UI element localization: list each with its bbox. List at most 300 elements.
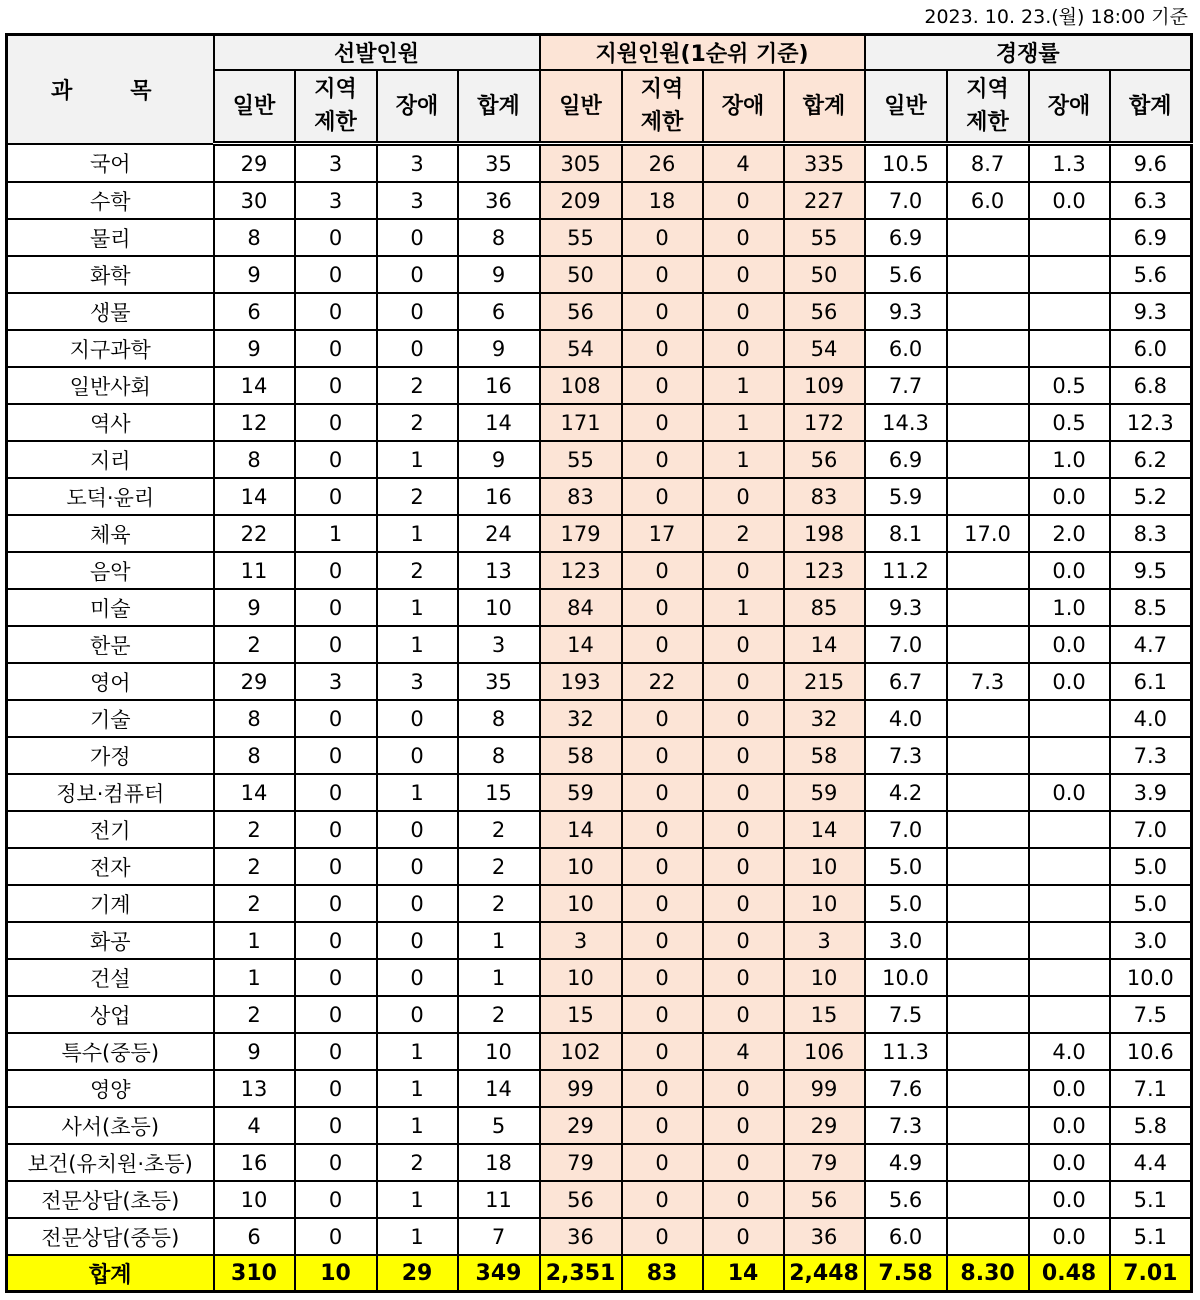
app-regional-cell: 0	[622, 219, 703, 256]
sel-disabled-cell: 0	[377, 256, 458, 293]
ratio-general-cell: 3.0	[865, 922, 947, 959]
app-disabled-cell: 0	[703, 774, 784, 811]
subject-cell: 기계	[7, 885, 214, 922]
app-regional-cell: 0	[622, 404, 703, 441]
app-total-cell: 85	[784, 589, 865, 626]
applicants-group-header: 지원인원(1순위 기준)	[540, 35, 865, 71]
app-regional-cell: 0	[622, 441, 703, 478]
app-disabled-cell: 0	[703, 922, 784, 959]
sel-total-cell: 8	[458, 219, 540, 256]
ratio-total-cell: 5.1	[1110, 1218, 1192, 1255]
ratio-total-cell: 6.1	[1110, 663, 1192, 700]
sel-general-cell: 2	[214, 996, 295, 1033]
table-row	[7, 1144, 1192, 1181]
app-total-cell: 215	[784, 663, 865, 700]
sel-regional-cell: 0	[295, 1218, 377, 1255]
ratio-disabled-cell	[1029, 700, 1110, 737]
sel-total-cell: 9	[458, 441, 540, 478]
sel-disabled-cell: 2	[377, 367, 458, 404]
ratio-regional-cell	[947, 441, 1029, 478]
table-row	[7, 515, 1192, 552]
subject-cell: 기술	[7, 700, 214, 737]
app-disabled-cell: 1	[703, 367, 784, 404]
ratio-disabled-cell: 4.0	[1029, 1033, 1110, 1070]
ratio-general-cell: 11.3	[865, 1033, 947, 1070]
ratio-regional-cell	[947, 589, 1029, 626]
app-general-cell: 179	[540, 515, 622, 552]
ratio-regional-cell	[947, 256, 1029, 293]
subject-cell: 도덕·윤리	[7, 478, 214, 515]
app-disabled-cell: 0	[703, 737, 784, 774]
total-app-disabled: 14	[703, 1255, 784, 1292]
app-general-cell: 54	[540, 330, 622, 367]
sel-total-cell: 3	[458, 626, 540, 663]
ratio-general-header: 일반	[865, 70, 947, 144]
ratio-regional-cell	[947, 552, 1029, 589]
ratio-general-cell: 7.7	[865, 367, 947, 404]
app-disabled-header: 장애	[703, 70, 784, 144]
sel-disabled-cell: 1	[377, 1218, 458, 1255]
sel-general-cell: 13	[214, 1070, 295, 1107]
app-general-cell: 14	[540, 811, 622, 848]
ratio-total-cell: 5.0	[1110, 885, 1192, 922]
ratio-general-cell: 7.0	[865, 811, 947, 848]
app-total-cell: 109	[784, 367, 865, 404]
app-general-cell: 15	[540, 996, 622, 1033]
app-general-cell: 55	[540, 219, 622, 256]
subject-cell: 영어	[7, 663, 214, 700]
sel-regional-cell: 0	[295, 626, 377, 663]
sel-regional-cell: 0	[295, 774, 377, 811]
app-general-cell: 10	[540, 885, 622, 922]
app-regional-cell: 0	[622, 700, 703, 737]
ratio-regional-cell	[947, 848, 1029, 885]
ratio-total-cell: 7.1	[1110, 1070, 1192, 1107]
app-regional-cell: 0	[622, 1144, 703, 1181]
app-total-cell: 56	[784, 293, 865, 330]
app-total-cell: 10	[784, 885, 865, 922]
ratio-general-cell: 5.6	[865, 256, 947, 293]
total-app-regional: 83	[622, 1255, 703, 1292]
sel-total-cell: 10	[458, 1033, 540, 1070]
app-disabled-cell: 0	[703, 219, 784, 256]
app-disabled-cell: 1	[703, 404, 784, 441]
app-regional-cell: 0	[622, 1181, 703, 1218]
app-regional-cell: 0	[622, 774, 703, 811]
subject-header: 과 목	[7, 35, 214, 144]
app-total-cell: 198	[784, 515, 865, 552]
app-regional-cell: 0	[622, 552, 703, 589]
subject-cell: 상업	[7, 996, 214, 1033]
sel-general-cell: 29	[214, 144, 295, 183]
subject-cell: 한문	[7, 626, 214, 663]
app-disabled-cell: 1	[703, 441, 784, 478]
sel-total-cell: 7	[458, 1218, 540, 1255]
table-row	[7, 1033, 1192, 1070]
sel-regional-cell: 0	[295, 589, 377, 626]
ratio-total-cell: 10.6	[1110, 1033, 1192, 1070]
sel-regional-cell: 1	[295, 515, 377, 552]
ratio-regional-cell	[947, 922, 1029, 959]
ratio-disabled-cell: 0.0	[1029, 182, 1110, 219]
ratio-disabled-cell	[1029, 959, 1110, 996]
subject-cell: 지리	[7, 441, 214, 478]
ratio-disabled-cell	[1029, 811, 1110, 848]
subject-cell: 일반사회	[7, 367, 214, 404]
app-regional-cell: 0	[622, 293, 703, 330]
sel-general-cell: 2	[214, 848, 295, 885]
sel-total-cell: 35	[458, 663, 540, 700]
ratio-disabled-cell: 1.3	[1029, 144, 1110, 183]
ratio-total-cell: 3.9	[1110, 774, 1192, 811]
sel-general-cell: 1	[214, 959, 295, 996]
sel-regional-cell: 0	[295, 811, 377, 848]
ratio-regional-cell	[947, 1107, 1029, 1144]
ratio-group-header: 경쟁률	[865, 35, 1192, 71]
app-regional-cell: 0	[622, 1218, 703, 1255]
app-regional-cell: 0	[622, 737, 703, 774]
table-row	[7, 774, 1192, 811]
app-total-cell: 14	[784, 626, 865, 663]
app-disabled-cell: 0	[703, 848, 784, 885]
app-general-cell: 193	[540, 663, 622, 700]
ratio-total-cell: 6.9	[1110, 219, 1192, 256]
ratio-general-cell: 10.0	[865, 959, 947, 996]
subject-cell: 역사	[7, 404, 214, 441]
ratio-total-cell: 6.2	[1110, 441, 1192, 478]
app-disabled-cell: 0	[703, 626, 784, 663]
app-disabled-cell: 0	[703, 1070, 784, 1107]
ratio-total-header: 합계	[1110, 70, 1192, 144]
app-regional-cell: 0	[622, 885, 703, 922]
total-ratio-regional: 8.30	[947, 1255, 1029, 1292]
app-general-cell: 171	[540, 404, 622, 441]
sel-general-cell: 30	[214, 182, 295, 219]
ratio-total-cell: 9.6	[1110, 144, 1192, 183]
table-row	[7, 663, 1192, 700]
sel-total-cell: 1	[458, 959, 540, 996]
app-disabled-cell: 0	[703, 959, 784, 996]
app-total-cell: 56	[784, 441, 865, 478]
ratio-disabled-cell: 0.0	[1029, 1144, 1110, 1181]
sel-regional-cell: 0	[295, 1144, 377, 1181]
ratio-regional-cell	[947, 404, 1029, 441]
table-row	[7, 1070, 1192, 1107]
ratio-disabled-cell	[1029, 219, 1110, 256]
total-label: 합계	[7, 1255, 214, 1292]
sel-general-cell: 6	[214, 1218, 295, 1255]
ratio-general-cell: 5.9	[865, 478, 947, 515]
sel-total-cell: 8	[458, 700, 540, 737]
sel-disabled-cell: 0	[377, 293, 458, 330]
sel-disabled-cell: 0	[377, 330, 458, 367]
ratio-disabled-cell: 0.0	[1029, 626, 1110, 663]
app-total-cell: 99	[784, 1070, 865, 1107]
app-total-cell: 172	[784, 404, 865, 441]
app-general-cell: 83	[540, 478, 622, 515]
ratio-total-cell: 10.0	[1110, 959, 1192, 996]
table-row	[7, 737, 1192, 774]
sel-general-cell: 14	[214, 478, 295, 515]
app-general-header: 일반	[540, 70, 622, 144]
sel-total-cell: 2	[458, 848, 540, 885]
ratio-total-cell: 5.0	[1110, 848, 1192, 885]
sel-regional-cell: 0	[295, 996, 377, 1033]
app-total-cell: 15	[784, 996, 865, 1033]
sel-general-cell: 9	[214, 330, 295, 367]
ratio-regional-cell	[947, 367, 1029, 404]
ratio-general-cell: 5.0	[865, 848, 947, 885]
app-disabled-cell: 1	[703, 589, 784, 626]
app-regional-cell: 0	[622, 1070, 703, 1107]
ratio-regional-cell	[947, 330, 1029, 367]
total-sel-total: 349	[458, 1255, 540, 1292]
ratio-disabled-cell	[1029, 293, 1110, 330]
sel-total-cell: 18	[458, 1144, 540, 1181]
sel-regional-cell: 0	[295, 552, 377, 589]
total-ratio-total: 7.01	[1110, 1255, 1192, 1292]
sel-regional-header: 지역 제한	[295, 70, 377, 144]
ratio-general-cell: 10.5	[865, 144, 947, 183]
sel-general-cell: 2	[214, 626, 295, 663]
ratio-total-cell: 8.5	[1110, 589, 1192, 626]
ratio-total-cell: 5.1	[1110, 1181, 1192, 1218]
ratio-disabled-cell: 0.0	[1029, 1181, 1110, 1218]
ratio-regional-cell	[947, 293, 1029, 330]
app-general-cell: 305	[540, 144, 622, 183]
sel-disabled-cell: 1	[377, 1033, 458, 1070]
ratio-total-cell: 6.0	[1110, 330, 1192, 367]
ratio-disabled-cell: 0.0	[1029, 478, 1110, 515]
sel-total-cell: 24	[458, 515, 540, 552]
app-general-cell: 209	[540, 182, 622, 219]
ratio-regional-cell	[947, 737, 1029, 774]
app-total-cell: 10	[784, 959, 865, 996]
reference-timestamp: 2023. 10. 23.(월) 18:00 기준	[924, 6, 1188, 28]
total-ratio-disabled: 0.48	[1029, 1255, 1110, 1292]
sel-total-cell: 11	[458, 1181, 540, 1218]
ratio-general-cell: 6.0	[865, 330, 947, 367]
sel-regional-cell: 0	[295, 219, 377, 256]
sel-general-cell: 2	[214, 885, 295, 922]
ratio-total-cell: 5.2	[1110, 478, 1192, 515]
app-regional-cell: 0	[622, 811, 703, 848]
sel-disabled-cell: 1	[377, 589, 458, 626]
ratio-disabled-cell: 0.5	[1029, 367, 1110, 404]
sel-general-cell: 1	[214, 922, 295, 959]
sel-total-cell: 8	[458, 737, 540, 774]
ratio-regional-cell	[947, 1070, 1029, 1107]
ratio-disabled-cell: 0.0	[1029, 1218, 1110, 1255]
sel-general-cell: 14	[214, 774, 295, 811]
ratio-general-cell: 7.3	[865, 1107, 947, 1144]
table-row	[7, 1218, 1192, 1255]
app-general-cell: 56	[540, 1181, 622, 1218]
sel-disabled-cell: 1	[377, 1070, 458, 1107]
ratio-general-cell: 4.2	[865, 774, 947, 811]
sel-general-cell: 8	[214, 219, 295, 256]
app-total-cell: 227	[784, 182, 865, 219]
app-regional-cell: 0	[622, 626, 703, 663]
ratio-disabled-cell	[1029, 848, 1110, 885]
subject-cell: 국어	[7, 144, 214, 183]
subject-cell: 미술	[7, 589, 214, 626]
ratio-regional-cell: 6.0	[947, 182, 1029, 219]
table-row	[7, 996, 1192, 1033]
sel-general-cell: 8	[214, 737, 295, 774]
sel-disabled-cell: 3	[377, 182, 458, 219]
ratio-general-cell: 7.3	[865, 737, 947, 774]
app-regional-cell: 0	[622, 848, 703, 885]
app-total-cell: 58	[784, 737, 865, 774]
ratio-regional-cell: 8.7	[947, 144, 1029, 183]
sel-general-cell: 16	[214, 1144, 295, 1181]
app-general-cell: 29	[540, 1107, 622, 1144]
sel-total-cell: 6	[458, 293, 540, 330]
subject-cell: 음악	[7, 552, 214, 589]
subject-cell: 사서(초등)	[7, 1107, 214, 1144]
ratio-regional-cell	[947, 885, 1029, 922]
sel-general-cell: 8	[214, 441, 295, 478]
ratio-disabled-cell	[1029, 256, 1110, 293]
sel-total-cell: 2	[458, 996, 540, 1033]
app-general-cell: 56	[540, 293, 622, 330]
ratio-regional-cell: 17.0	[947, 515, 1029, 552]
ratio-disabled-header: 장애	[1029, 70, 1110, 144]
table-row	[7, 219, 1192, 256]
app-disabled-cell: 0	[703, 700, 784, 737]
app-disabled-cell: 0	[703, 811, 784, 848]
table-row	[7, 404, 1192, 441]
ratio-regional-cell	[947, 811, 1029, 848]
total-row	[7, 1255, 1192, 1292]
ratio-regional-cell	[947, 626, 1029, 663]
sel-disabled-cell: 1	[377, 774, 458, 811]
subject-cell: 체육	[7, 515, 214, 552]
sel-total-cell: 14	[458, 404, 540, 441]
app-disabled-cell: 0	[703, 1107, 784, 1144]
table-row	[7, 367, 1192, 404]
table-row	[7, 293, 1192, 330]
subject-cell: 영양	[7, 1070, 214, 1107]
ratio-general-cell: 8.1	[865, 515, 947, 552]
ratio-general-cell: 4.9	[865, 1144, 947, 1181]
app-general-cell: 84	[540, 589, 622, 626]
table-row	[7, 626, 1192, 663]
subject-cell: 보건(유치원·초등)	[7, 1144, 214, 1181]
sel-disabled-cell: 0	[377, 996, 458, 1033]
table-row	[7, 922, 1192, 959]
ratio-regional-cell	[947, 774, 1029, 811]
subject-cell: 전기	[7, 811, 214, 848]
sel-disabled-cell: 1	[377, 1107, 458, 1144]
competition-rate-table	[5, 33, 1193, 1293]
app-general-cell: 108	[540, 367, 622, 404]
sel-regional-cell: 0	[295, 922, 377, 959]
ratio-regional-cell	[947, 700, 1029, 737]
sel-general-cell: 9	[214, 589, 295, 626]
ratio-total-cell: 7.5	[1110, 996, 1192, 1033]
app-disabled-cell: 0	[703, 552, 784, 589]
table-row	[7, 700, 1192, 737]
sel-disabled-cell: 2	[377, 1144, 458, 1181]
sel-total-cell: 13	[458, 552, 540, 589]
table-row	[7, 1181, 1192, 1218]
app-total-cell: 32	[784, 700, 865, 737]
sel-general-cell: 10	[214, 1181, 295, 1218]
ratio-disabled-cell: 0.0	[1029, 1107, 1110, 1144]
table-row	[7, 1107, 1192, 1144]
app-disabled-cell: 0	[703, 182, 784, 219]
sel-disabled-cell: 0	[377, 885, 458, 922]
sel-disabled-header: 장애	[377, 70, 458, 144]
app-total-cell: 50	[784, 256, 865, 293]
ratio-total-cell: 5.8	[1110, 1107, 1192, 1144]
ratio-general-cell: 6.0	[865, 1218, 947, 1255]
ratio-regional-cell	[947, 1181, 1029, 1218]
table-row	[7, 811, 1192, 848]
app-general-cell: 55	[540, 441, 622, 478]
sel-regional-cell: 0	[295, 737, 377, 774]
ratio-total-cell: 6.8	[1110, 367, 1192, 404]
ratio-general-cell: 7.6	[865, 1070, 947, 1107]
sel-regional-cell: 3	[295, 182, 377, 219]
ratio-regional-cell	[947, 219, 1029, 256]
subject-cell: 전자	[7, 848, 214, 885]
sel-total-cell: 10	[458, 589, 540, 626]
total-app-total: 2,448	[784, 1255, 865, 1292]
sel-regional-cell: 0	[295, 1033, 377, 1070]
sel-general-header: 일반	[214, 70, 295, 144]
ratio-regional-cell	[947, 996, 1029, 1033]
ratio-disabled-cell: 0.0	[1029, 552, 1110, 589]
app-regional-cell: 0	[622, 256, 703, 293]
ratio-regional-cell: 7.3	[947, 663, 1029, 700]
sel-regional-cell: 3	[295, 144, 377, 183]
total-sel-regional: 10	[295, 1255, 377, 1292]
app-regional-cell: 0	[622, 959, 703, 996]
sel-disabled-cell: 0	[377, 959, 458, 996]
ratio-total-cell: 5.6	[1110, 256, 1192, 293]
sel-total-cell: 2	[458, 885, 540, 922]
sel-disabled-cell: 2	[377, 404, 458, 441]
app-general-cell: 14	[540, 626, 622, 663]
table-row	[7, 441, 1192, 478]
ratio-regional-cell	[947, 1144, 1029, 1181]
app-total-cell: 79	[784, 1144, 865, 1181]
app-regional-header: 지역 제한	[622, 70, 703, 144]
ratio-general-cell: 5.6	[865, 1181, 947, 1218]
ratio-regional-cell	[947, 1033, 1029, 1070]
app-general-cell: 99	[540, 1070, 622, 1107]
sel-regional-cell: 0	[295, 478, 377, 515]
app-total-cell: 10	[784, 848, 865, 885]
ratio-total-cell: 8.3	[1110, 515, 1192, 552]
ratio-general-cell: 6.9	[865, 219, 947, 256]
subject-cell: 전문상담(중등)	[7, 1218, 214, 1255]
sel-total-cell: 35	[458, 144, 540, 183]
app-disabled-cell: 4	[703, 144, 784, 183]
app-general-cell: 3	[540, 922, 622, 959]
app-total-cell: 55	[784, 219, 865, 256]
table-row	[7, 182, 1192, 219]
ratio-regional-cell	[947, 478, 1029, 515]
app-total-cell: 123	[784, 552, 865, 589]
app-disabled-cell: 0	[703, 1144, 784, 1181]
ratio-total-cell: 3.0	[1110, 922, 1192, 959]
app-total-cell: 54	[784, 330, 865, 367]
ratio-disabled-cell: 0.0	[1029, 663, 1110, 700]
